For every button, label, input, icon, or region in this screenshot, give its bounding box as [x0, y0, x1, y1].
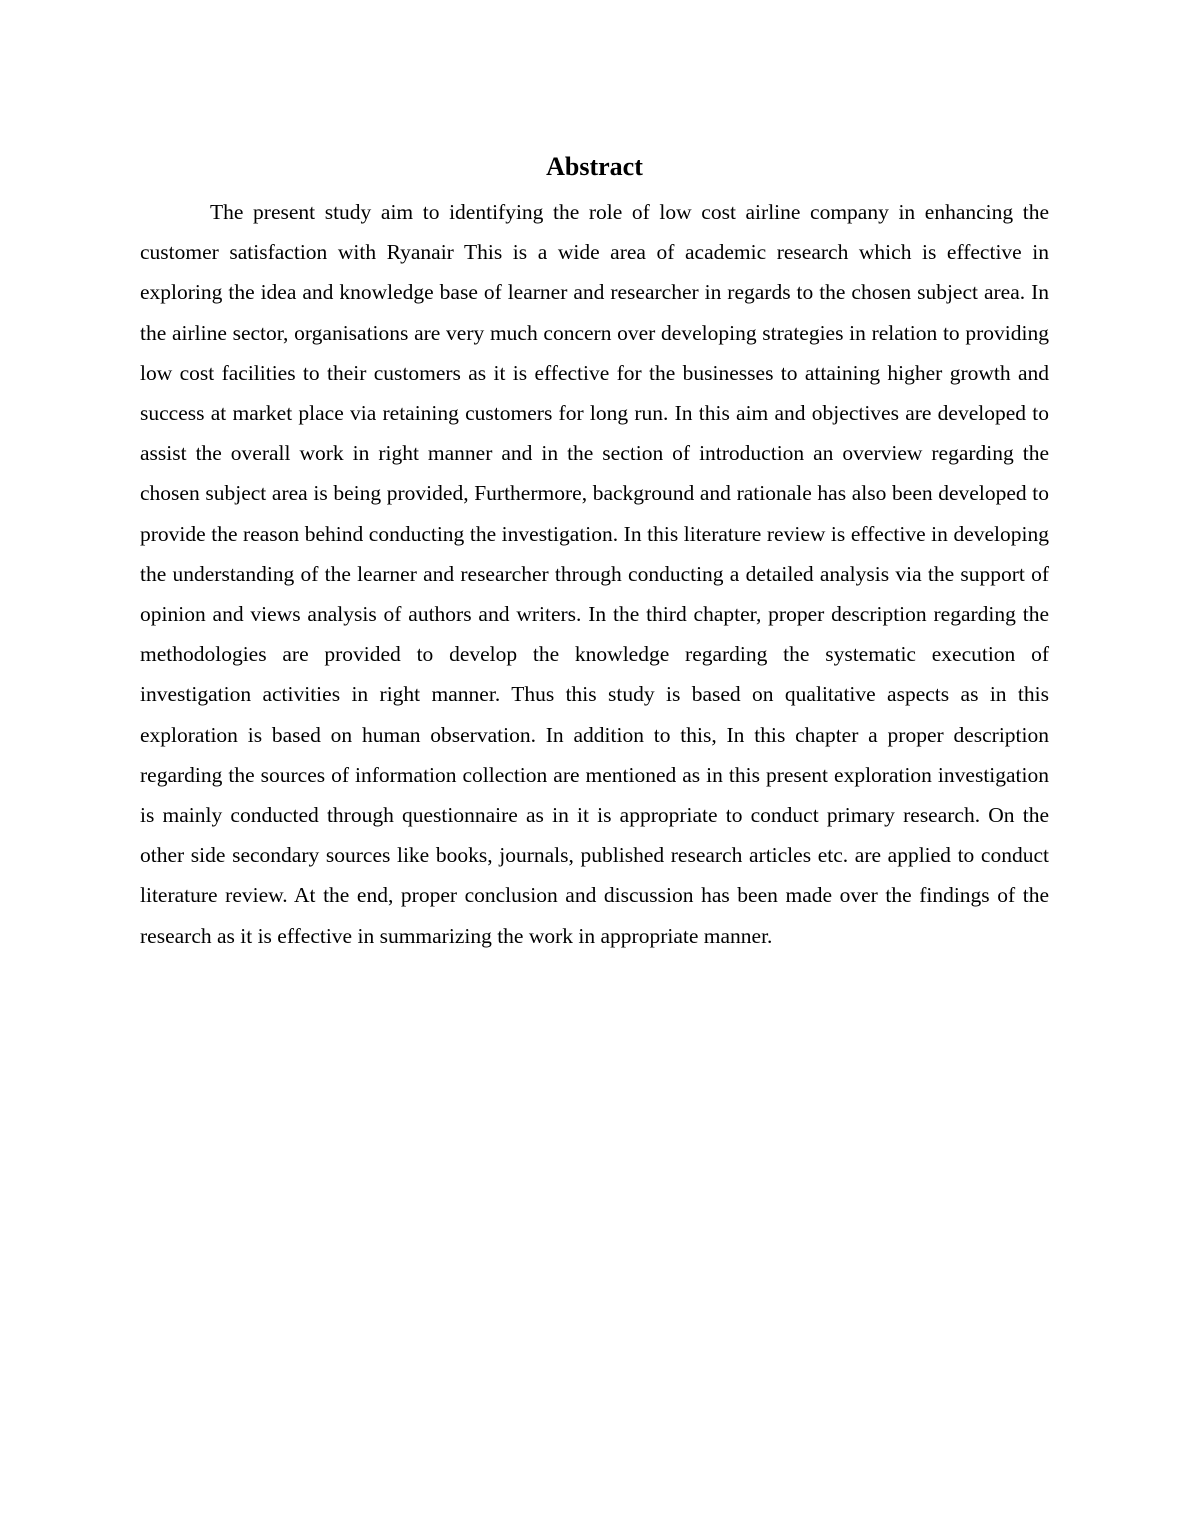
abstract-title: Abstract — [546, 152, 643, 181]
abstract-paragraph: The present study aim to identifying the role of low cost airline company in enhancing the customer satisfaction with Ryanair This is a wide area of academic research which is effective in exploring the idea and knowledge base of learner and researcher in regards to the chosen subject area. In the airline sector, organisations are very much concern over developing strategies in relation to providing low cost facilities to their customers as it is effective for the businesses to attaining higher growth and success at market place via retaining customers for long run. In this aim and objectives are developed to assist the overall work in right manner and in the section of introduction an overview regarding the chosen subject area is being provided, Furthermore, background and rationale has also been developed to provide the reason behind conducting the investigation. In this literature review is effective in developing the understanding of the learner and researcher through conducting a detailed analysis via the support of opinion and views analysis of authors and writers. In the third chapter, proper description regarding the methodologies are provided to develop the knowledge regarding the systematic execution of investigation activities in right manner. Thus this study is based on qualitative aspects as in this exploration is based on human observation. In addition to this, In this chapter a proper description regarding the sources of information collection are mentioned as in this present exploration investigation is mainly conducted through questionnaire as in it is appropriate to conduct primary research. On the other side secondary sources like books, journals, published research articles etc. are applied to conduct literature review. At the end, proper conclusion and discussion has been made over the findings of the research as it is effective in summarizing the work in appropriate manner. — [140, 200, 1049, 948]
